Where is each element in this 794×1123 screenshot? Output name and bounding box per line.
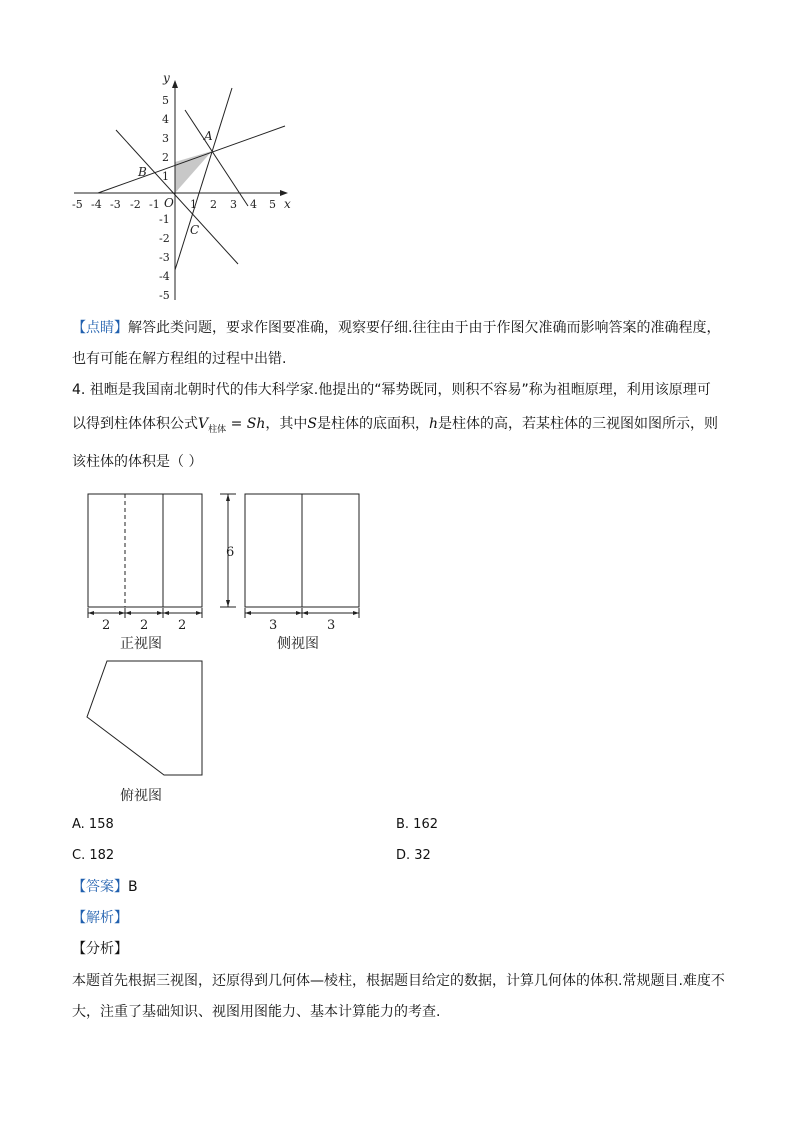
question-text: 以得到柱体体积公式 <box>72 416 198 432</box>
var-h: h <box>428 416 439 432</box>
x-tick-label: 3 <box>230 198 237 211</box>
question-text: ，其中 <box>265 416 308 432</box>
formula-v: V <box>198 416 209 432</box>
line-1 <box>98 126 285 193</box>
y-tick-label: -2 <box>159 232 170 245</box>
dianjing-text-1: 解答此类问题，要求作图要准确，观察要仔细.往往由于由于作图欠准确而影响答案的准确程度， <box>128 320 721 336</box>
point-a-label: A <box>204 129 213 143</box>
question-line-1: 4. 祖暅是我国南北朝时代的伟大科学家.他提出的“幂势既同，则积不容易”称为祖暅原理，利用该原理可 <box>72 382 711 398</box>
y-tick-label: -4 <box>159 270 170 283</box>
question-text: 是柱体的高，若某柱体的三视图如图所示，则 <box>438 416 719 432</box>
jiexi-tag: 【解析】 <box>72 910 128 926</box>
y-tick-label: -5 <box>159 289 170 302</box>
answer-tag: 【答案】 <box>72 879 128 895</box>
y-tick-label: 4 <box>162 113 169 126</box>
answer-value: B <box>128 879 138 895</box>
side-view-caption: 侧视图 <box>277 636 319 652</box>
option-a[interactable]: A. 158 <box>72 817 114 832</box>
question-text: 是柱体的底面积， <box>316 416 429 432</box>
question-line-3: 该柱体的体积是（ ） <box>72 454 203 470</box>
point-c-label: C <box>190 223 200 237</box>
top-view-shape <box>87 661 202 775</box>
x-tick-label: -3 <box>110 198 121 211</box>
x-tick-label: -5 <box>72 198 83 211</box>
y-tick-label: 2 <box>162 151 169 164</box>
top-view-caption: 俯视图 <box>120 788 162 804</box>
point-b-label: B <box>138 165 147 179</box>
side-dim-label: 3 <box>269 618 278 633</box>
x-axis-label: x <box>284 197 291 211</box>
option-d[interactable]: D. 32 <box>396 848 431 863</box>
front-view-rect <box>88 494 202 607</box>
x-tick-label: 2 <box>210 198 217 211</box>
fenxi-line-2: 大，注重了基础知识、视图用图能力、基本计算能力的考查. <box>72 1004 441 1020</box>
side-dim-label: 3 <box>327 618 336 633</box>
y-axis-label: y <box>163 71 170 85</box>
front-dim-label: 2 <box>140 618 149 633</box>
coordinate-graph <box>60 66 300 306</box>
dianjing-tag: 【点睛】 <box>72 320 128 336</box>
fenxi-tag: 【分析】 <box>72 941 128 957</box>
question-line-2 <box>72 414 718 440</box>
formula-sub: 柱体 <box>208 424 227 435</box>
y-axis-arrow <box>172 80 178 88</box>
three-views-figure <box>80 488 370 808</box>
origin-label: O <box>164 196 174 210</box>
y-tick-label: -3 <box>159 251 170 264</box>
option-b[interactable]: B. 162 <box>396 817 438 832</box>
x-axis-arrow <box>280 190 288 196</box>
fenxi-line-1: 本题首先根据三视图，还原得到几何体—棱柱，根据题目给定的数据，计算几何体的体积.常规题目.难度不 <box>72 973 725 989</box>
x-tick-label: -4 <box>91 198 102 211</box>
y-tick-label: 5 <box>162 94 169 107</box>
front-dim-label: 2 <box>178 618 187 633</box>
shaded-region <box>175 151 212 193</box>
x-tick-label: -2 <box>130 198 141 211</box>
x-tick-label: 4 <box>250 198 257 211</box>
front-view-caption: 正视图 <box>120 636 162 652</box>
dianjing-line-2: 也有可能在解方程组的过程中出错. <box>72 351 287 367</box>
y-tick-label: 1 <box>162 170 169 183</box>
front-dim-label: 2 <box>102 618 111 633</box>
y-tick-label: -1 <box>159 213 170 226</box>
option-c[interactable]: C. 182 <box>72 848 115 863</box>
answer-line <box>72 877 138 897</box>
dianjing-line-1 <box>72 318 720 338</box>
x-tick-label: -1 <box>149 198 160 211</box>
height-dim-label: 6 <box>226 545 235 560</box>
var-s: S <box>307 416 317 432</box>
x-tick-label: 5 <box>269 198 276 211</box>
y-tick-label: 3 <box>162 132 169 145</box>
line-3 <box>116 130 238 264</box>
x-tick-label: 1 <box>190 198 197 211</box>
formula-eq: = Sh <box>226 416 266 432</box>
